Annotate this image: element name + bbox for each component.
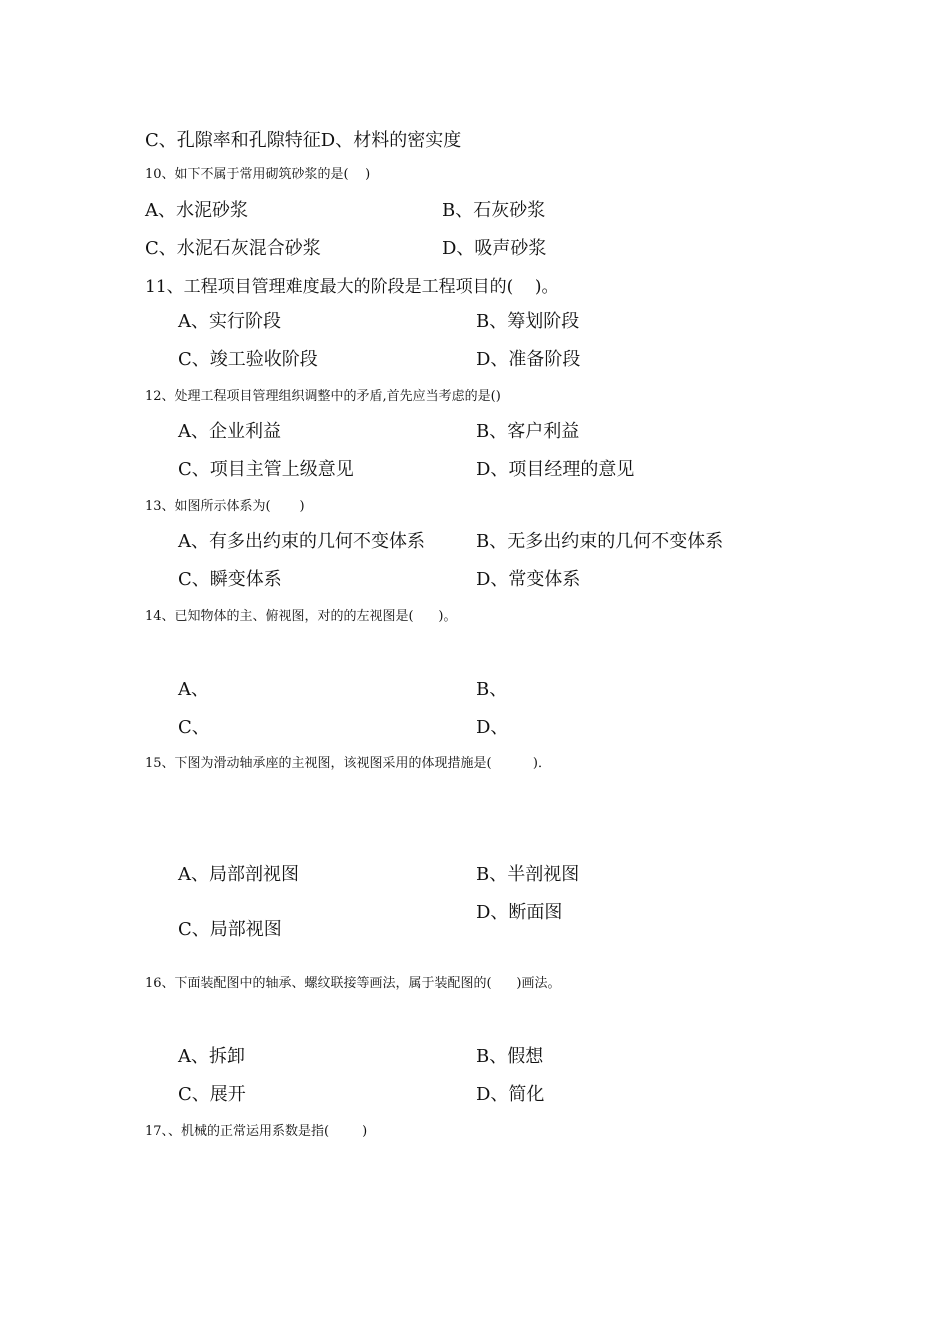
- q16-option-d: D、简化: [476, 1084, 545, 1105]
- q13-option-b: B、无多出约束的几何不变体系: [476, 531, 724, 552]
- q10-option-a: A、水泥砂浆: [145, 200, 248, 221]
- q10-option-c: C、水泥石灰混合砂浆: [145, 238, 321, 259]
- q12-option-a: A、企业利益: [178, 421, 281, 442]
- q14-option-d: D、: [476, 717, 509, 738]
- q9-option-c-d: C、孔隙率和孔隙特征D、材料的密实度: [145, 130, 462, 151]
- q14-option-a: A、: [178, 679, 209, 700]
- q13-option-a: A、有多出约束的几何不变体系: [178, 531, 425, 552]
- q11-option-c: C、竣工验收阶段: [178, 349, 318, 370]
- q14-stem: 14、已知物体的主、俯视图，对的的左视图是( )。: [145, 609, 457, 624]
- q12-option-b: B、客户利益: [476, 421, 580, 442]
- q13-option-c: C、瞬变体系: [178, 569, 282, 590]
- q16-option-b: B、假想: [476, 1046, 544, 1067]
- q11-option-b: B、筹划阶段: [476, 311, 580, 332]
- q13-stem: 13、如图所示体系为( ): [145, 499, 305, 514]
- q15-option-b: B、半剖视图: [476, 864, 580, 885]
- q14-option-c: C、: [178, 717, 210, 738]
- q11-option-a: A、实行阶段: [178, 311, 281, 332]
- q12-stem: 12、处理工程项目管理组织调整中的矛盾,首先应当考虑的是(): [145, 389, 501, 404]
- q16-stem: 16、下面装配图中的轴承、螺纹联接等画法，属于装配图的( )画法。: [145, 976, 561, 991]
- q16-option-a: A、拆卸: [178, 1046, 245, 1067]
- q16-option-c: C、展开: [178, 1084, 246, 1105]
- q11-stem: 11、工程项目管理难度最大的阶段是工程项目的( )。: [145, 277, 559, 297]
- q15-stem: 15、下图为滑动轴承座的主视图，该视图采用的体现措施是( )．: [145, 756, 552, 771]
- q13-option-d: D、常变体系: [476, 569, 581, 590]
- q12-option-c: C、项目主管上级意见: [178, 459, 354, 480]
- q10-option-d: D、吸声砂浆: [442, 238, 547, 259]
- q10-stem: 10、如下不属于常用砌筑砂浆的是( ): [145, 167, 371, 182]
- q15-option-a: A、局部剖视图: [178, 864, 299, 885]
- q10-option-b: B、石灰砂浆: [442, 200, 546, 221]
- q12-option-d: D、项目经理的意见: [476, 459, 635, 480]
- q11-option-d: D、准备阶段: [476, 349, 581, 370]
- q15-option-d: D、断面图: [476, 902, 563, 923]
- q17-stem: 17、、机械的正常运用系数是指( ): [145, 1124, 368, 1139]
- q15-option-c: C、局部视图: [178, 919, 282, 940]
- q14-option-b: B、: [476, 679, 508, 700]
